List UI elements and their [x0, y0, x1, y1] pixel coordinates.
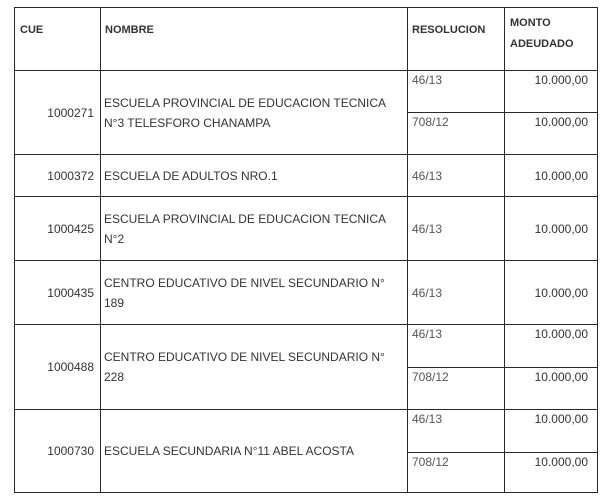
cell-monto: 10.000,00	[505, 410, 598, 453]
table-row	[15, 325, 598, 368]
cell-monto: 10.000,00	[505, 113, 598, 155]
cell-resolucion: 46/13	[408, 197, 505, 261]
header-monto	[505, 8, 598, 71]
cell-resolucion: 46/13	[408, 155, 505, 197]
cell-nombre: CENTRO EDUCATIVO DE NIVEL SECUNDARIO N° 228	[101, 325, 408, 410]
cell-nombre: CENTRO EDUCATIVO DE NIVEL SECUNDARIO N° 189	[101, 261, 408, 325]
cell-monto: 10.000,00	[505, 368, 598, 410]
cell-monto: 10.000,00	[505, 71, 598, 113]
header-resolucion: RESOLUCION	[408, 8, 505, 71]
header-monto-line1: MONTO	[510, 17, 551, 29]
cell-cue: 1000372	[15, 155, 101, 197]
cell-nombre: ESCUELA PROVINCIAL DE EDUCACION TECNICA N°3 TELESFORO CHANAMPA	[101, 71, 408, 155]
cell-nombre: ESCUELA SECUNDARIA N°11 ABEL ACOSTA	[101, 410, 408, 493]
cell-monto: 10.000,00	[505, 155, 598, 197]
table-row	[15, 197, 598, 261]
cell-nombre: ESCUELA DE ADULTOS NRO.1	[101, 155, 408, 197]
table-row	[15, 410, 598, 453]
table-row	[15, 261, 598, 325]
cell-cue: 1000488	[15, 325, 101, 410]
table-row	[15, 155, 598, 197]
cell-resolucion: 708/12	[408, 113, 505, 155]
table-row	[15, 71, 598, 113]
cell-resolucion: 46/13	[408, 261, 505, 325]
cell-cue: 1000730	[15, 410, 101, 493]
header-monto-line2: ADEUDADO	[510, 38, 574, 50]
cell-resolucion: 46/13	[408, 410, 505, 453]
header-nombre: NOMBRE	[101, 8, 408, 71]
header-row	[15, 8, 598, 71]
cell-resolucion: 46/13	[408, 325, 505, 368]
cell-monto: 10.000,00	[505, 197, 598, 261]
cell-nombre: ESCUELA PROVINCIAL DE EDUCACION TECNICA N°2	[101, 197, 408, 261]
cell-monto: 10.000,00	[505, 325, 598, 368]
cell-cue: 1000271	[15, 71, 101, 155]
cell-cue: 1000425	[15, 197, 101, 261]
cell-resolucion: 46/13	[408, 71, 505, 113]
cell-cue: 1000435	[15, 261, 101, 325]
cell-monto: 10.000,00	[505, 261, 598, 325]
header-cue: CUE	[15, 8, 101, 71]
debt-table	[14, 7, 598, 493]
cell-monto: 10.000,00	[505, 453, 598, 493]
cell-resolucion: 708/12	[408, 368, 505, 410]
cell-resolucion: 708/12	[408, 453, 505, 493]
